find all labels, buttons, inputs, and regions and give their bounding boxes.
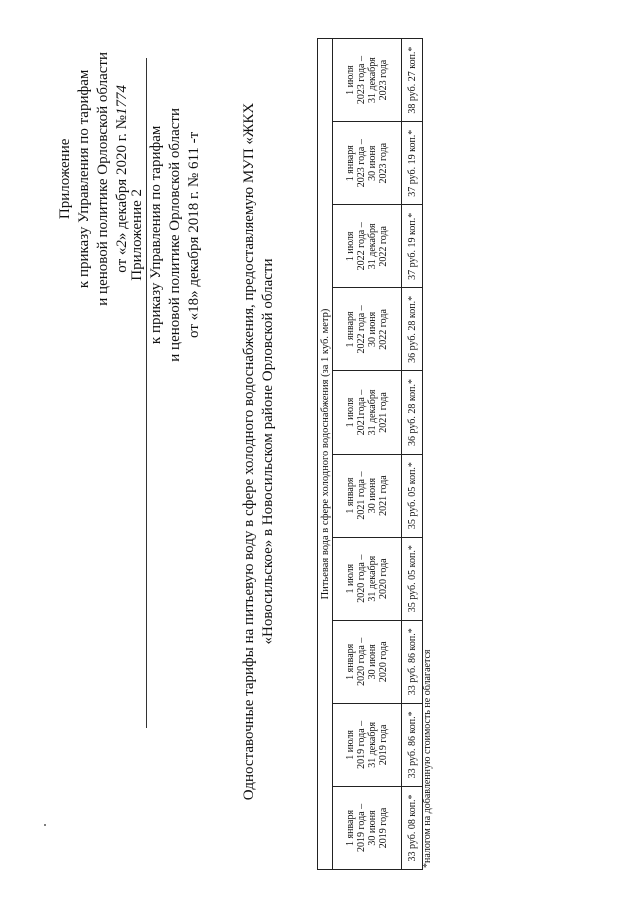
appendix-title: Приложение — [57, 138, 73, 220]
period-line: 2022 года — [378, 226, 389, 267]
appendix-line-1: к приказу Управления по тарифам — [76, 69, 92, 289]
period-line: 31 декабря — [367, 223, 378, 270]
period-cell — [333, 205, 402, 288]
appendix-header-old — [128, 108, 204, 362]
period-line: 2021 года — [378, 475, 389, 516]
period-line: 2019 года – — [356, 720, 367, 769]
period-line: 30 июня — [367, 644, 378, 680]
tariff-table — [317, 38, 423, 870]
appendix-old-line-1: к приказу Управления по тарифам — [148, 125, 164, 345]
appendix-old-line-3: от «18» декабря 2018 г. № 611 -т — [186, 131, 202, 338]
period-line: 2023 года – — [356, 56, 367, 105]
period-cell — [333, 703, 402, 786]
period-line: 30 июня — [367, 145, 378, 181]
date-rest: » декабря 2020 г. № — [114, 115, 130, 241]
period-cell — [333, 537, 402, 620]
period-line: 2022 года — [378, 309, 389, 350]
period-line: 1 января — [345, 809, 356, 846]
period-line: 1 января — [345, 311, 356, 348]
price-cell: 35 руб. 05 коп.* — [402, 454, 423, 537]
title-line-1: Одноставочные тарифы на питьевую воду в сфере холодного водоснабжения, предоставляемую МУП «ЖКХ — [241, 102, 257, 801]
appendix-old-line-2: и ценовой политике Орловской области — [167, 108, 183, 362]
period-line: 2019 года – — [356, 803, 367, 852]
table-group-header: Питьевая вода в сфере холодного водоснабжения (за 1 куб. метр) — [318, 39, 333, 870]
price-cell: 33 руб. 86 коп.* — [402, 620, 423, 703]
footnote: *налогом на добавленную стоимость не облагается — [422, 649, 433, 868]
period-line: 2022 года – — [356, 305, 367, 354]
period-line: 2021 года — [378, 392, 389, 433]
period-line: 30 июня — [367, 810, 378, 846]
period-line: 2020 года – — [356, 637, 367, 686]
period-line: 1 июля — [345, 563, 356, 594]
period-line: 1 января — [345, 477, 356, 514]
period-line: 1 июля — [345, 65, 356, 95]
period-line: 2023 года — [378, 59, 389, 101]
period-line: 30 июня — [367, 477, 378, 514]
period-line: 31 декабря — [367, 555, 378, 602]
period-line: 2021 года – — [356, 471, 367, 520]
appendix-line-2: и ценовой политике Орловской области — [95, 52, 111, 306]
period-cell — [333, 454, 402, 537]
period-line: 2020 года — [378, 641, 389, 683]
price-cell: 38 руб. 27 коп.* — [402, 39, 423, 122]
document-title — [240, 50, 278, 853]
period-cell — [333, 620, 402, 703]
period-line: 30 июня — [367, 311, 378, 348]
period-line: 31 декабря — [367, 389, 378, 436]
scan-speck — [44, 824, 46, 826]
price-cell: 35 руб. 05 коп.* — [402, 537, 423, 620]
appendix-header-new — [56, 52, 132, 306]
period-line: 2020 года — [378, 558, 389, 599]
appendix-old-title: Приложение 2 — [129, 188, 145, 281]
price-cell: 36 руб. 28 коп.* — [402, 371, 423, 454]
period-line: 2022 года – — [356, 222, 367, 271]
period-cell — [333, 39, 402, 122]
period-cell — [333, 371, 402, 454]
period-line: 1 июля — [345, 730, 356, 760]
period-line: 1 июля — [345, 397, 356, 428]
date-day: 2 — [114, 240, 130, 248]
period-line: 2021года – — [356, 389, 367, 436]
order-number: 1774 — [114, 85, 130, 116]
period-cell — [333, 288, 402, 371]
date-prefix: от « — [114, 247, 130, 273]
price-cell: 37 руб. 19 коп.* — [402, 122, 423, 205]
period-line: 31 декабря — [367, 721, 378, 768]
price-cell: 36 руб. 28 коп.* — [402, 288, 423, 371]
period-cell — [333, 786, 402, 869]
period-line: 31 декабря — [367, 57, 378, 104]
price-cell: 33 руб. 08 коп.* — [402, 786, 423, 869]
periods-row — [333, 39, 402, 870]
period-line: 1 января — [345, 145, 356, 182]
period-line: 1 января — [345, 643, 356, 680]
title-line-2: «Новосильское» в Новосильском районе Орловской области — [260, 258, 276, 645]
period-cell — [333, 122, 402, 205]
period-line: 2020 года – — [356, 554, 367, 603]
period-line: 2019 года — [378, 807, 389, 849]
period-line: 1 июля — [345, 231, 356, 262]
prices-row — [402, 39, 423, 870]
price-cell: 37 руб. 19 коп.* — [402, 205, 423, 288]
period-line: 2023 года – — [356, 139, 367, 188]
period-line: 2023 года — [378, 142, 389, 184]
price-cell: 33 руб. 86 коп.* — [402, 703, 423, 786]
period-line: 2019 года — [378, 724, 389, 766]
